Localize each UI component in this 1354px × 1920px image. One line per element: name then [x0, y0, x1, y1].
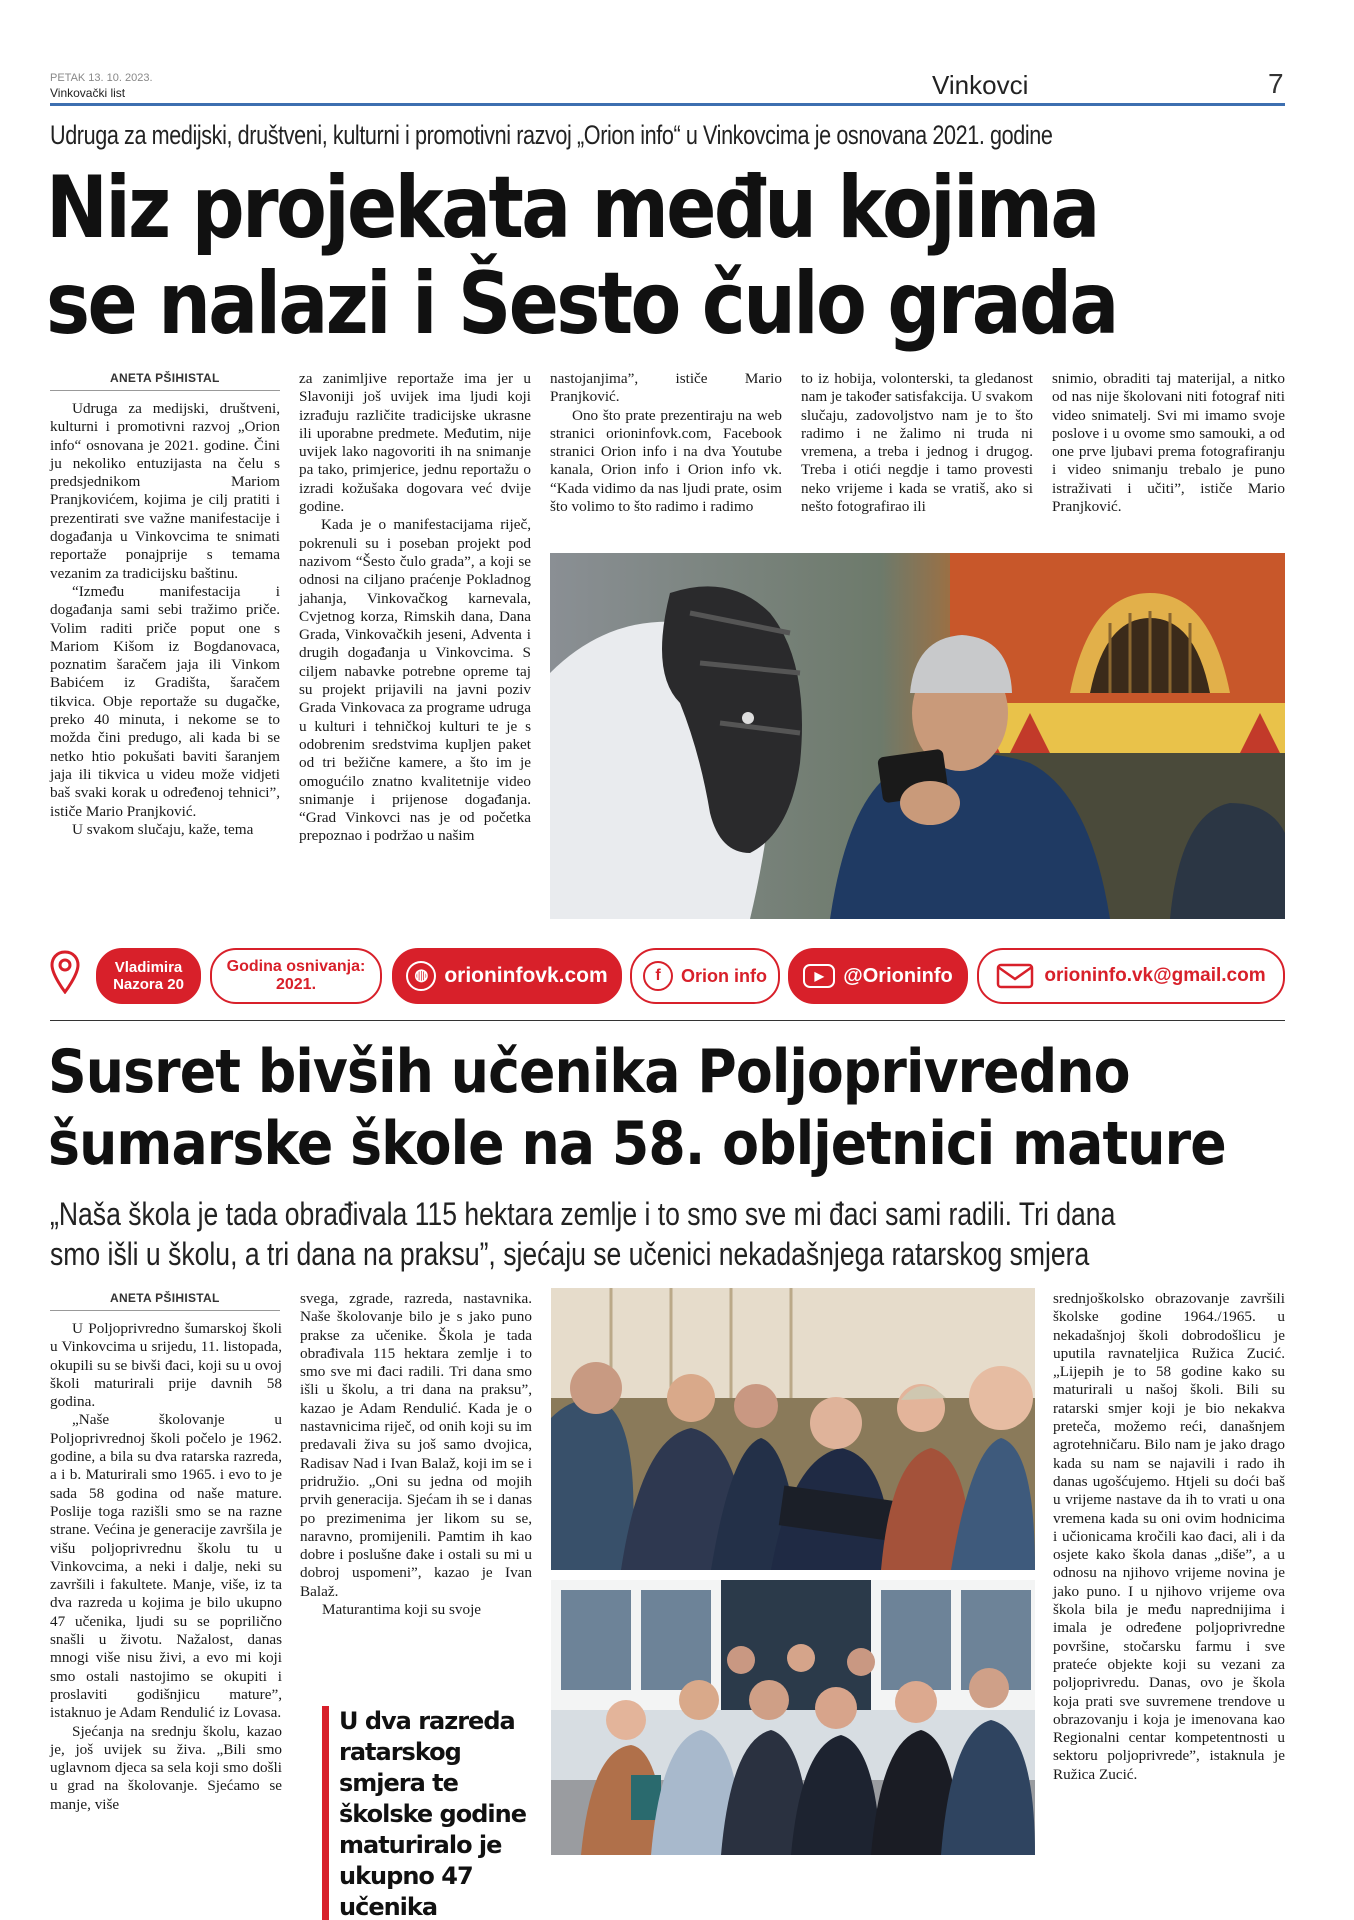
- photo-cameraman-with-horses: [550, 553, 1285, 919]
- headline-line: Susret bivših učenika Poljoprivredno: [48, 1037, 1130, 1107]
- article1-author: ANETA PŠIHISTAL: [110, 371, 220, 385]
- facebook-link[interactable]: [630, 948, 780, 1004]
- article1-column-1: [50, 400, 280, 839]
- paragraph: snimio, obraditi taj materijal, a nitko od nas nije školovani niti fotograf niti video snimatelj. Svi mi imamo svoje poslove i u ovome smo samouki, a od one prve ljubavi prema fotografiranju i video snimanju trebalo je puno istraživati i učiti”, ističe Mario Pranjković.: [1052, 370, 1285, 516]
- email-text: orioninfo.vk@gmail.com: [1044, 965, 1266, 986]
- page-number: 7: [1268, 68, 1284, 99]
- paragraph: svega, zgrade, razreda, nastavnika. Naše školovanje bilo je s jako puno prakse za učenike. Škola je tada obrađivala 115 hektara zemlje i to smo sve mi đaci radili. Tri dana smo išli u školu, a tri dana na praksu”, kazao je Adam Rendulić. Kada je o nastavnicima riječ, od onih koji su im predavali živa su još samo dvojica, Radisav Nad i Ivan Balaž, koji im se i pridružio. „Oni su jedna od mojih prvih generacija. Sjećam ih se i danas po prezimenima jer likom su se, naravno, promijenili. Pamtim ih kao dobre i poslušne đake i ostali su mi u dobroj uspomeni”, kazao je Ivan Balaž.: [300, 1290, 532, 1600]
- headline-line: šumarske škole na 58. obljetnici mature: [48, 1109, 1226, 1179]
- photo-alumni-with-album: [551, 1288, 1035, 1570]
- founded-text: Godina osnivanja: 2021.: [226, 958, 366, 993]
- byline-rule: [50, 390, 280, 391]
- photo-alumni-group: [551, 1580, 1035, 1855]
- article2-author: ANETA PŠIHISTAL: [110, 1291, 220, 1305]
- article1-column-2: [299, 370, 531, 846]
- paragraph: Maturantima koji su svoje: [322, 1601, 482, 1619]
- youtube-icon: ▶: [803, 964, 835, 988]
- article2-column-3: [1053, 1290, 1285, 1784]
- email-link[interactable]: [977, 948, 1285, 1004]
- article1-column-5: [1052, 370, 1285, 516]
- paragraph: to iz hobija, volonterski, ta gledanost nam je također satisfakcija. U svakom slučaju, zadovoljstvo nam je to što radimo i ne žalimo ni truda ni vremena, a treba i jednog i drugog. Treba i otići negdje i tamo provesti neko vrijeme i kada se vratiš, ako si nešto fotografirao ili: [801, 370, 1033, 516]
- article1-headline: [46, 158, 1117, 354]
- website-text: orioninfovk.com: [444, 964, 608, 987]
- newspaper-name: Vinkovački list: [50, 86, 126, 100]
- section-divider: [50, 1020, 1285, 1021]
- section-title: Vinkovci: [932, 70, 1029, 100]
- article1-kicker: Udruga za medijski, društveni, kulturni i promotivni razvoj „Orion info“ u Vinkovcima je osnovana 2021. godine: [50, 120, 1053, 150]
- paragraph: Kada je o manifestacijama riječ, pokrenuli su i poseban projekt pod nazivom “Šesto čulo grada”, a koji se odnosi na ciljano praćenje Pokladnog jahanja, Vinkovačkog karnevala, Cvjetnog korza, Rimskih dana, Dana Grada, Vinkovačkih jeseni, Adventa i drugih događanja u Vinkovcima. S ciljem nabavke potrebne opreme taj su projekt prijavili na javni poziv Grada Vinkovaca za programe udruga u kulturi i tehničkoj kulturi te je s odobrenim sredstvima kupljen paket od tri bežične kamere, a što im je omogućilo znatno kvalitetnije video snimanje i prijenose događanja. “Grad Vinkovci nas je od početka prepoznao i podržao u našim: [299, 516, 531, 845]
- headline-line: se nalazi i Šesto čulo grada: [46, 254, 1117, 354]
- article1-column-3: [550, 370, 782, 516]
- globe-icon: ◍: [406, 961, 436, 991]
- article2-column-2: [300, 1290, 532, 1619]
- article2-headline: [48, 1036, 1226, 1180]
- founded-badge: [210, 948, 382, 1004]
- paragraph: za zanimljive reportaže ima jer u Slavoniji još uvijek ima ljudi koji izrađuju različite tradicijske ukrasne ili uporabne predmete. Međutim, nije uvijek lako nagovoriti ih na snimanje pa tako, primjerice, jednu reportažu o izradi kožušaka dogovara već dvije godine.: [299, 370, 531, 516]
- paragraph: nastojanjima”, ističe Mario Pranjković.: [550, 370, 782, 406]
- article2-pull-quote: U dva razreda ratarskog smjera te školske godine maturiralo je ukupno 47 učenika: [322, 1706, 540, 1920]
- paragraph: Ono što prate prezentiraju na web stranici orioninfovk.com, Facebook stranici Orion info i na dva Youtube kanala, Orion info i Orion info vk. “Kada vidimo da nas ljudi prate, osim što volimo to što radimo i radimo: [550, 406, 782, 516]
- paragraph: Sjećanja na srednju školu, kazao je, još uvijek su živa. „Bili smo uglavnom djeca sa sela koji smo došli u grad na školovanje. Sjećamo se manje, više: [50, 1722, 282, 1813]
- location-pin-icon: [50, 950, 80, 994]
- issue-date: PETAK 13. 10. 2023.: [50, 72, 153, 84]
- facebook-text: Orion info: [681, 966, 767, 986]
- paragraph: “Između manifestacija i događanja sami sebi tražimo priče. Volim raditi priče poput one s Mariom Kišom iz Bogdanovaca, poznatim šaračem jaja ili Vinkom Babićem iz Gradišta, šaračem tikvica. Obje reportaže su dugačke, preko 40 minuta, i nekome se to možda čini predugo, ali kada bi se netko htio pokušati baviti šaranjem jaja ili tikvica u videu može vidjeti baš svaki korak u određenoj tehnici”, ističe Mario Pranjković.: [50, 582, 280, 820]
- website-link[interactable]: [392, 948, 622, 1004]
- deck-line: „Naša škola je tada obrađivala 115 hektara zemlje i to smo sve mi đaci sami radili. Tri dana: [50, 1196, 1116, 1232]
- article2-deck: [50, 1194, 1116, 1274]
- photo-illustration: [550, 553, 1285, 919]
- headline-line: Niz projekata među kojima: [46, 158, 1098, 258]
- youtube-text: @Orioninfo: [843, 965, 953, 987]
- mail-icon: [996, 963, 1034, 989]
- deck-line: smo išli u školu, a tri dana na praksu”, sjećaju se učenici nekadašnjega ratarskog smjera: [50, 1236, 1090, 1272]
- paragraph: Udruga za medijski, društveni, kulturni i promotivni razvoj „Orion info“ osnovana je 2021. godine. Čini ju nekoliko entuzijasta na čelu s predsjednikom Mariom Pranjkovićem, kojima je cilj pratiti i prezentirati sve važne manifestacije i događanja u Vinkovcima te snimati reportaže ponajprije s temama vezanim za tradicijsku baštinu.: [50, 400, 280, 582]
- byline-rule: [50, 1310, 280, 1311]
- article1-column-4: [801, 370, 1033, 516]
- address-badge: [96, 948, 201, 1004]
- address-text: Vladimira Nazora 20: [113, 959, 184, 993]
- paragraph: srednjoškolsko obrazovanje završili školske godine 1964./1965. u nekadašnjoj školi dobrodošlicu je uputila ravnateljica Ružica Zucić. „Lijepih je to 58 godine kako su maturirali u našoj školi. Bili su ratarski smjer koji je bio nekakva preteča, možemo reći, današnjem agrotehničaru. Bilo nam je jako drago kada su nam se najavili i rado ih danas ugošćujemo. Htjeli su doći baš u vrijeme nastave da ih to vrati u ona vremena kada su oni ovim hodnicima i učionicama kročili kao đaci, ali i da osjete kako škola danas „diše”, a u odnosu na njihovo vrijeme novina je jako puno. I u njihovo vrijeme ova škola bila je među naprednijima i imala je određene poljoprivredne površine, stočarsku farmu i sve prateće objekte koji su vezani za poljoprivredu. Danas, ovo je škola koja prati sve suvremene trendove u obrazovanju i koja je imenovana kao Regionalni centar kompetentnosti u sektoru poljoprivrede”, istaknula je Ružica Zucić.: [1053, 1290, 1285, 1783]
- paragraph: U svakom slučaju, kaže, tema: [72, 820, 254, 838]
- paragraph: U Poljoprivredno šumarskoj školi u Vinkovcima u srijedu, 11. listopada, okupili su se bivši đaci, koji su u ovoj školi maturirali prije davnih 58 godina.: [50, 1320, 282, 1411]
- header-rule: [50, 103, 1285, 106]
- article2-column-1: [50, 1320, 282, 1814]
- youtube-link[interactable]: [788, 948, 968, 1004]
- paragraph: „Naše školovanje u Poljoprivrednoj školi počelo je 1962. godine, a bila su dva ratarska razreda, a i b. Maturirali smo 1965. i evo to je sada 58 godina od naše mature. Poslije toga razišli smo se na razne strane. Većina je generacije završila je višu poljoprivrednu školu tu u Vinkovcima, a neki i dalje, neki su završili i fakultete. Manje, više, iz ta dva razreda u kojima je bilo ukupno 47 učenika, ljudi su se poprilično snašli u životu. Nažalost, danas mnogi više nisu živi, a evo mi koji smo ostali nastojimo se okupiti i proslaviti godišnjicu mature”, istaknuo je Adam Rendulić iz Lovasa.: [50, 1411, 282, 1722]
- facebook-icon: f: [643, 961, 673, 991]
